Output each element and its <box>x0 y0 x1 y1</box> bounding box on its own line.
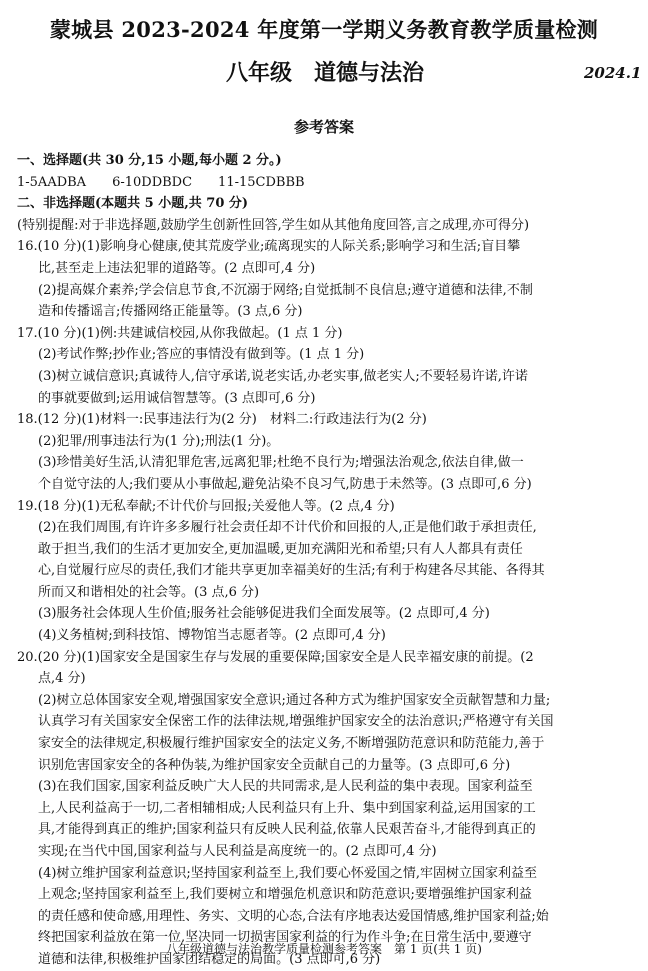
answers-heading: 参考答案 <box>293 118 354 136</box>
answer-line: 上,人民利益高于一切,二者相辅相成;人民利益只有上升、集中到国家利益,运用国家的工 <box>38 800 536 816</box>
answer-line: 道德和法律,积极维护国家团结稳定的局面。(3 点即可,6 分) <box>38 951 381 967</box>
answer-line: 点,4 分) <box>38 671 86 687</box>
question-line: 17.(10 分)(1)例:共建诚信校园,从你我做起。(1 点 1 分) <box>17 325 343 341</box>
question-line: 16.(10 分)(1)影响身心健康,使其荒废学业;疏离现实的人际关系;影响学习和生活;盲目攀 <box>17 239 521 255</box>
answer-line: (2)在我们周围,有许许多多履行社会责任却不计代价和回报的人,正是他们敢于承担责任, <box>38 520 537 536</box>
answer-line: 上观念;坚持国家利益至上,我们要树立和增强危机意识和防范意识;要增强维护国家利益 <box>38 887 532 903</box>
section-heading: 二、非选择题(本题共 5 小题,共 70 分) <box>17 196 249 212</box>
answer-line: (2)提高媒介素养;学会信息节食,不沉溺于网络;自觉抵制不良信息;遵守道德和法律,不制 <box>38 282 533 298</box>
answer-line: (4)义务植树;到科技馆、博物馆当志愿者等。(2 点即可,4 分) <box>38 628 386 644</box>
answer-line: (3)服务社会体现人生价值;服务社会能够促进我们全面发展等。(2 点即可,4 分) <box>38 606 490 622</box>
answer-line: 识别危害国家安全的各种伪装,为维护国家安全贡献自己的力量等。(3 点即可,6 分) <box>38 757 511 773</box>
answer-line: 所而又和谐相处的社会等。(3 点,6 分) <box>38 584 260 600</box>
answer-line: 个自觉守法的人;我们要从小事做起,避免沾染不良习气,防患于未然等。(3 点即可,6 分) <box>38 476 532 492</box>
page-footer: 八年级道德与法治教学质量检测参考答案 第 1 页(共 1 页) <box>166 942 482 956</box>
answer-line: 的责任感和使命感,用理性、务实、文明的心态,合法有序地表达爱国情感,维护国家利益;始 <box>38 908 549 924</box>
question-line: 18.(12 分)(1)材料一:民事违法行为(2 分) 材料二:行政违法行为(2 分) <box>17 412 427 428</box>
choice-answers: 1-5AADBA 6-10DDBDC 11-15CDBBB <box>17 174 305 190</box>
answer-line: (2)犯罪/刑事违法行为(1 分);刑法(1 分)。 <box>38 433 280 449</box>
answer-line: 比,甚至走上违法犯罪的道路等。(2 点即可,4 分) <box>38 260 316 276</box>
section-heading: 一、选择题(共 30 分,15 小题,每小题 2 分。) <box>17 153 282 168</box>
answer-line: 终把国家利益放在第一位,坚决同一切损害国家利益的行为作斗争;在日常生活中,要遵守 <box>38 930 532 946</box>
answer-body <box>17 150 635 971</box>
answer-line: (4)树立维护国家利益意识;坚持国家利益至上,我们要心怀爱国之情,牢固树立国家利益至 <box>38 865 538 881</box>
answer-line: (2)考试作弊;抄作业;答应的事情没有做到等。(1 点 1 分) <box>38 347 365 363</box>
question-line: 20.(20 分)(1)国家安全是国家生存与发展的重要保障;国家安全是人民幸福安康的前提。(2 <box>17 649 534 665</box>
answer-line: (3)珍惜美好生活,认清犯罪危害,远离犯罪;杜绝不良行为;增强法治观念,依法自律,做一 <box>38 455 524 471</box>
answer-line: (3)在我们国家,国家利益反映广大人民的共同需求,是人民利益的集中表现。国家利益至 <box>38 779 533 795</box>
answer-line: 实现;在当代中国,国家利益与人民利益是高度统一的。(2 点即可,4 分) <box>38 844 437 859</box>
answer-line: (2)树立总体国家安全观,增强国家安全意识;通过各种方式为维护国家安全贡献智慧和力量; <box>38 692 551 708</box>
grade-subject: 八年级 道德与法治 <box>226 60 425 86</box>
answer-line: 具,才能得到真正的维护;国家利益只有反映人民利益,依靠人民艰苦奋斗,才能得到真正的 <box>38 822 536 838</box>
exam-title: 蒙城县 2023-2024 年度第一学期义务教育教学质量检测 <box>49 17 599 42</box>
exam-date: 2024.1 <box>584 64 642 82</box>
question-line: 19.(18 分)(1)无私奉献;不计代价与回报;关爱他人等。(2 点,4 分) <box>17 498 395 514</box>
answer-line: 心,自觉履行应尽的责任,我们才能共享更加幸福美好的生活;有利于构建各尽其能、各得其 <box>38 563 545 579</box>
answer-line: 敢于担当,我们的生活才更加安全,更加温暖,更加充满阳光和希望;只有人人都具有责任 <box>38 541 523 557</box>
answer-line: 造和传播谣言;传播网络正能量等。(3 点,6 分) <box>38 304 303 320</box>
answer-line: 家安全的法律规定,积极履行维护国家安全的法定义务,不断增强防范意识和防范能力,善于 <box>38 736 545 752</box>
answer-line: 认真学习有关国家安全保密工作的法律法规,增强维护国家安全的法治意识;严格遵守有关国 <box>38 714 554 730</box>
answer-line: 的事就要做到;运用诚信智慧等。(3 点即可,6 分) <box>38 390 316 406</box>
answer-line: (3)树立诚信意识;真诚待人,信守承诺,说老实话,办老实事,做老实人;不要轻易许诺,许诺 <box>38 368 528 384</box>
scoring-note: (特别提醒:对于非选择题,鼓励学生创新性回答,学生如从其他角度回答,言之成理,亦可得分) <box>17 217 530 233</box>
